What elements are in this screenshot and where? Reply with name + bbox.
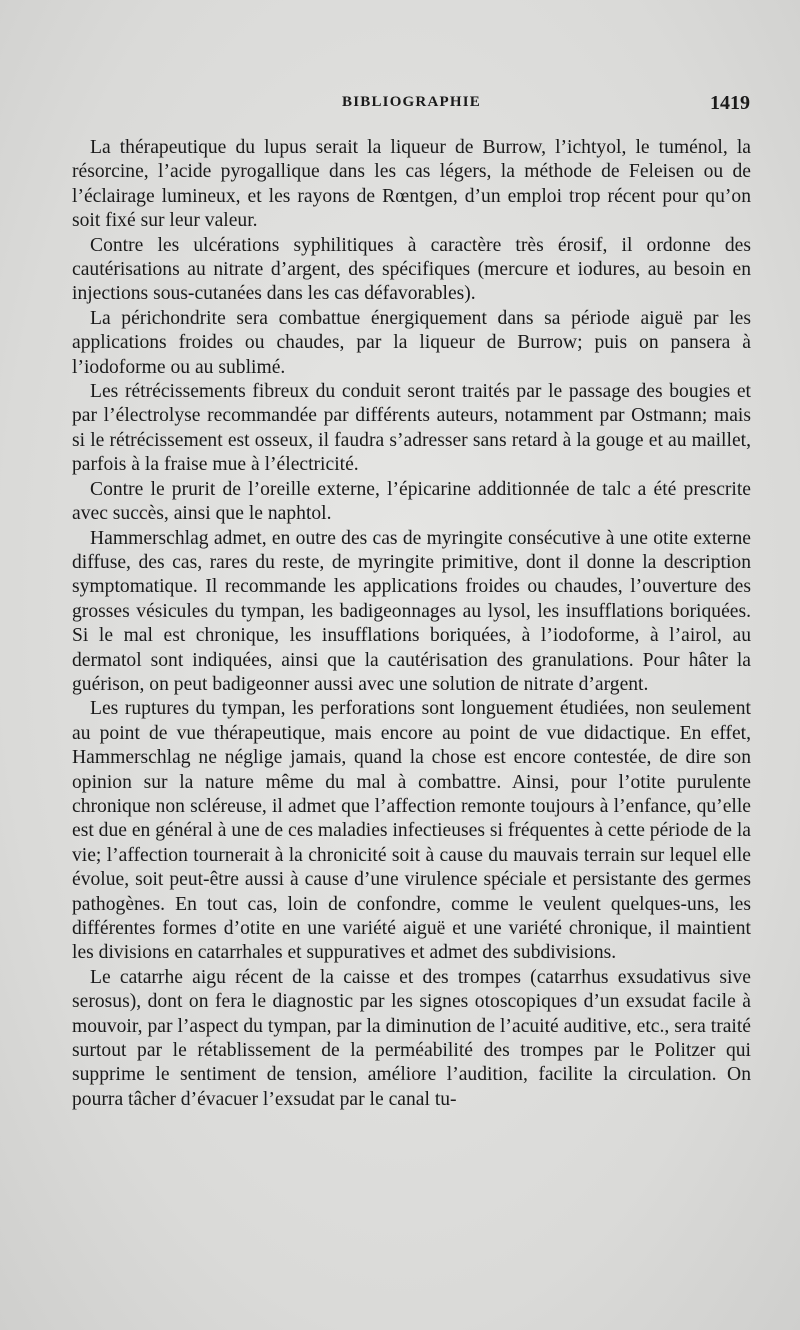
paragraph-myringitis: Hammerschlag admet, en outre des cas de myringite consécutive à une otite externe diffuse, des cas, rares du reste, de myringite primitive, dont il donne la description symptomatique. Il recommande les applications froides ou chaudes, l’ouverture des grosses vésicules du tympan, les badigeonnages au lysol, les insufflations boriquées. Si le mal est chronique, les insufflations boriquées, à l’iodoforme, à l’airol, au dermatol sont indiquées, ainsi que la cautérisation des granulations. Pour hâter la guérison, on peut badigeonner aussi avec une solution de nitrate d’argent.: [72, 527, 751, 695]
body-text: [72, 136, 751, 1112]
paragraph-lupus-therapy: La thérapeutique du lupus serait la liqueur de Burrow, l’ichtyol, le tuménol, la résorcine, l’acide pyrogallique dans les cas légers, la méthode de Feleisen ou de l’éclairage lumineux, et les rayons de Rœntgen, d’un emploi trop récent pour qu’on soit fixé sur leur valeur.: [72, 137, 751, 232]
page-header: [0, 92, 800, 116]
paragraph-tympanic-ruptures: Les ruptures du tympan, les perforations sont longuement étudiées, non seulement au point de vue thérapeutique, mais encore au point de vue didactique. En effet, Hammerschlag ne néglige jamais, quand la chose est encore contestée, de dire son opinion sur la nature même du mal à combattre. Ainsi, pour l’otite purulente chronique non scléreuse, il admet que l’affection remonte toujours à l’enfance, qu’elle est due en général à une de ces maladies infectieuses si fréquentes à cette période de la vie; l’affection tournerait à la chronicité soit à cause du mauvais terrain sur lequel elle évolue, soit peut-être aussi à cause d’une virulence spéciale et persistante des germes pathogènes. En tout cas, loin de confondre, comme le veulent quelques-uns, les différentes formes d’otite en une variété aiguë et une variété chronique, il maintient les divisions en catarrhales et suppuratives et admet des subdivisions.: [72, 698, 751, 964]
paragraph-perichondritis: La périchondrite sera combattue énergiquement dans sa période aiguë par les applications froides ou chaudes, par la liqueur de Burrow; puis on pansera à l’iodoforme ou au sublimé.: [72, 307, 751, 378]
running-title: BIBLIOGRAPHIE: [342, 94, 481, 110]
paragraph-pruritus: Contre le prurit de l’oreille externe, l’épicarine additionnée de talc a été prescrite avec succès, ainsi que le naphtol.: [72, 478, 751, 525]
paragraph-acute-catarrh: Le catarrhe aigu récent de la caisse et des trompes (catarrhus exsudativus sive serosus), dont on fera le diagnostic par les signes otoscopiques d’un exsudat facile à mouvoir, par l’aspect du tympan, par la diminution de l’acuité auditive, etc., sera traité surtout par le rétablissement de la perméabilité des trompes par le Politzer qui supprime le sentiment de tension, améliore l’audition, facilite la circulation. On pourra tâcher d’évacuer l’exsudat par le canal tu-: [72, 966, 751, 1110]
paragraph-fibrous-strictures: Les rétrécissements fibreux du conduit seront traités par le passage des bougies et par l’électrolyse recommandée par différents auteurs, notamment par Ostmann; mais si le rétrécissement est osseux, il faudra s’adresser sans retard à la gouge et au maillet, parfois à la fraise mue à l’électricité.: [72, 381, 751, 476]
page-number: 1419: [710, 92, 750, 114]
paragraph-syphilitic-ulcerations: Contre les ulcérations syphilitiques à caractère très érosif, il ordonne des cautérisations au nitrate d’argent, des spécifiques (mercure et iodures, au besoin en injections sous-cutanées dans les cas défavorables).: [72, 234, 751, 305]
